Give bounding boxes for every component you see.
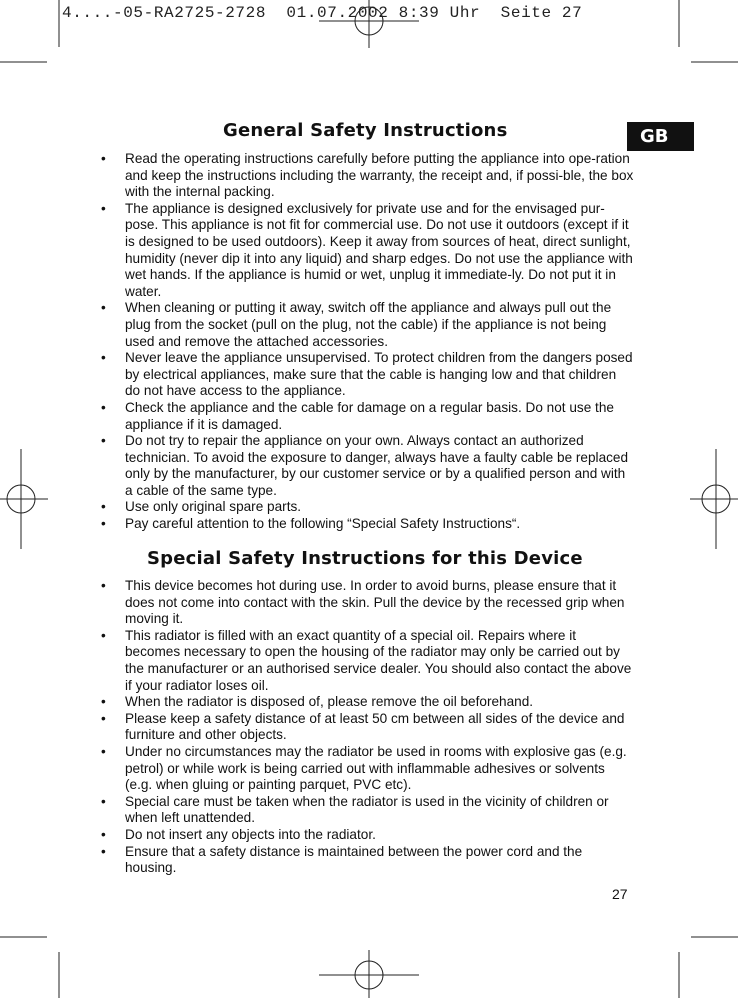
general-safety-list xyxy=(100,151,634,533)
list-item: • Under no circumstances may the radiator be used in rooms with explosive gas (e.g. petrol) or while work is being carried out with inflammable adhesives or solvents (e.g. when gluing or painting parquet, PVC etc). xyxy=(100,744,634,794)
general-safety-title: General Safety Instructions xyxy=(223,120,508,141)
registration-mark-bottom xyxy=(319,950,419,998)
list-item: • Ensure that a safety distance is maintained between the power cord and the housing. xyxy=(100,844,634,877)
special-safety-list xyxy=(100,578,634,877)
list-item: • When cleaning or putting it away, switch off the appliance and always pull out the plug from the socket (pull on the plug, not the cable) if the appliance is not being used and remove the attached accessories. xyxy=(100,300,634,350)
list-item: • Special care must be taken when the radiator is used in the vicinity of children or when left unattended. xyxy=(100,794,634,827)
list-item: • Read the operating instructions carefully before putting the appliance into ope-ration and keep the instructions including the warranty, the receipt and, if possi-ble, the box with the internal packing. xyxy=(100,151,634,201)
list-item: • Do not insert any objects into the radiator. xyxy=(100,827,634,844)
list-item: • This device becomes hot during use. In order to avoid burns, please ensure that it does not come into contact with the skin. Pull the device by the recessed grip when moving it. xyxy=(100,578,634,628)
list-item: • The appliance is designed exclusively for private use and for the envisaged pur-pose. This appliance is not fit for commercial use. Do not use it outdoors (except if it is designed to be used outdoors). Keep it away from sources of heat, direct sunlight, humidity (never dip it into any liquid) and sharp edges. Do not use the appliance with wet hands. If the appliance is humid or wet, unplug it immediate-ly. Do not put it in water. xyxy=(100,201,634,301)
print-header: 4....-05-RA2725-2728 01.07.2002 8:39 Uhr Seite 27 xyxy=(62,4,583,22)
list-item: • Never leave the appliance unsupervised. To protect children from the dangers posed by electrical appliances, make sure that the cable is hanging low and that children do not have access to the appliance. xyxy=(100,350,634,400)
registration-mark-left xyxy=(0,449,48,549)
list-item: • This radiator is filled with an exact quantity of a special oil. Repairs where it becomes necessary to open the housing of the radiator may only be carried out by the manufacturer or an authorised service dealer. You should also contact the above if your radiator loses oil. xyxy=(100,628,634,694)
list-item: • Pay careful attention to the following “Special Safety Instructions“. xyxy=(100,516,634,533)
registration-mark-right xyxy=(690,449,738,549)
list-item: • Use only original spare parts. xyxy=(100,499,634,516)
page-number: 27 xyxy=(612,886,628,902)
list-item: • Please keep a safety distance of at least 50 cm between all sides of the device and furniture and other objects. xyxy=(100,711,634,744)
list-item: • Check the appliance and the cable for damage on a regular basis. Do not use the appliance if it is damaged. xyxy=(100,400,634,433)
list-item: • When the radiator is disposed of, please remove the oil beforehand. xyxy=(100,694,634,711)
list-item: • Do not try to repair the appliance on your own. Always contact an authorized technician. To avoid the exposure to danger, always have a faulty cable be replaced only by the manufacturer, by our customer service or by a qualified person and with a cable of the same type. xyxy=(100,433,634,499)
language-tab: GB xyxy=(627,122,694,151)
special-safety-title: Special Safety Instructions for this Device xyxy=(147,548,583,569)
